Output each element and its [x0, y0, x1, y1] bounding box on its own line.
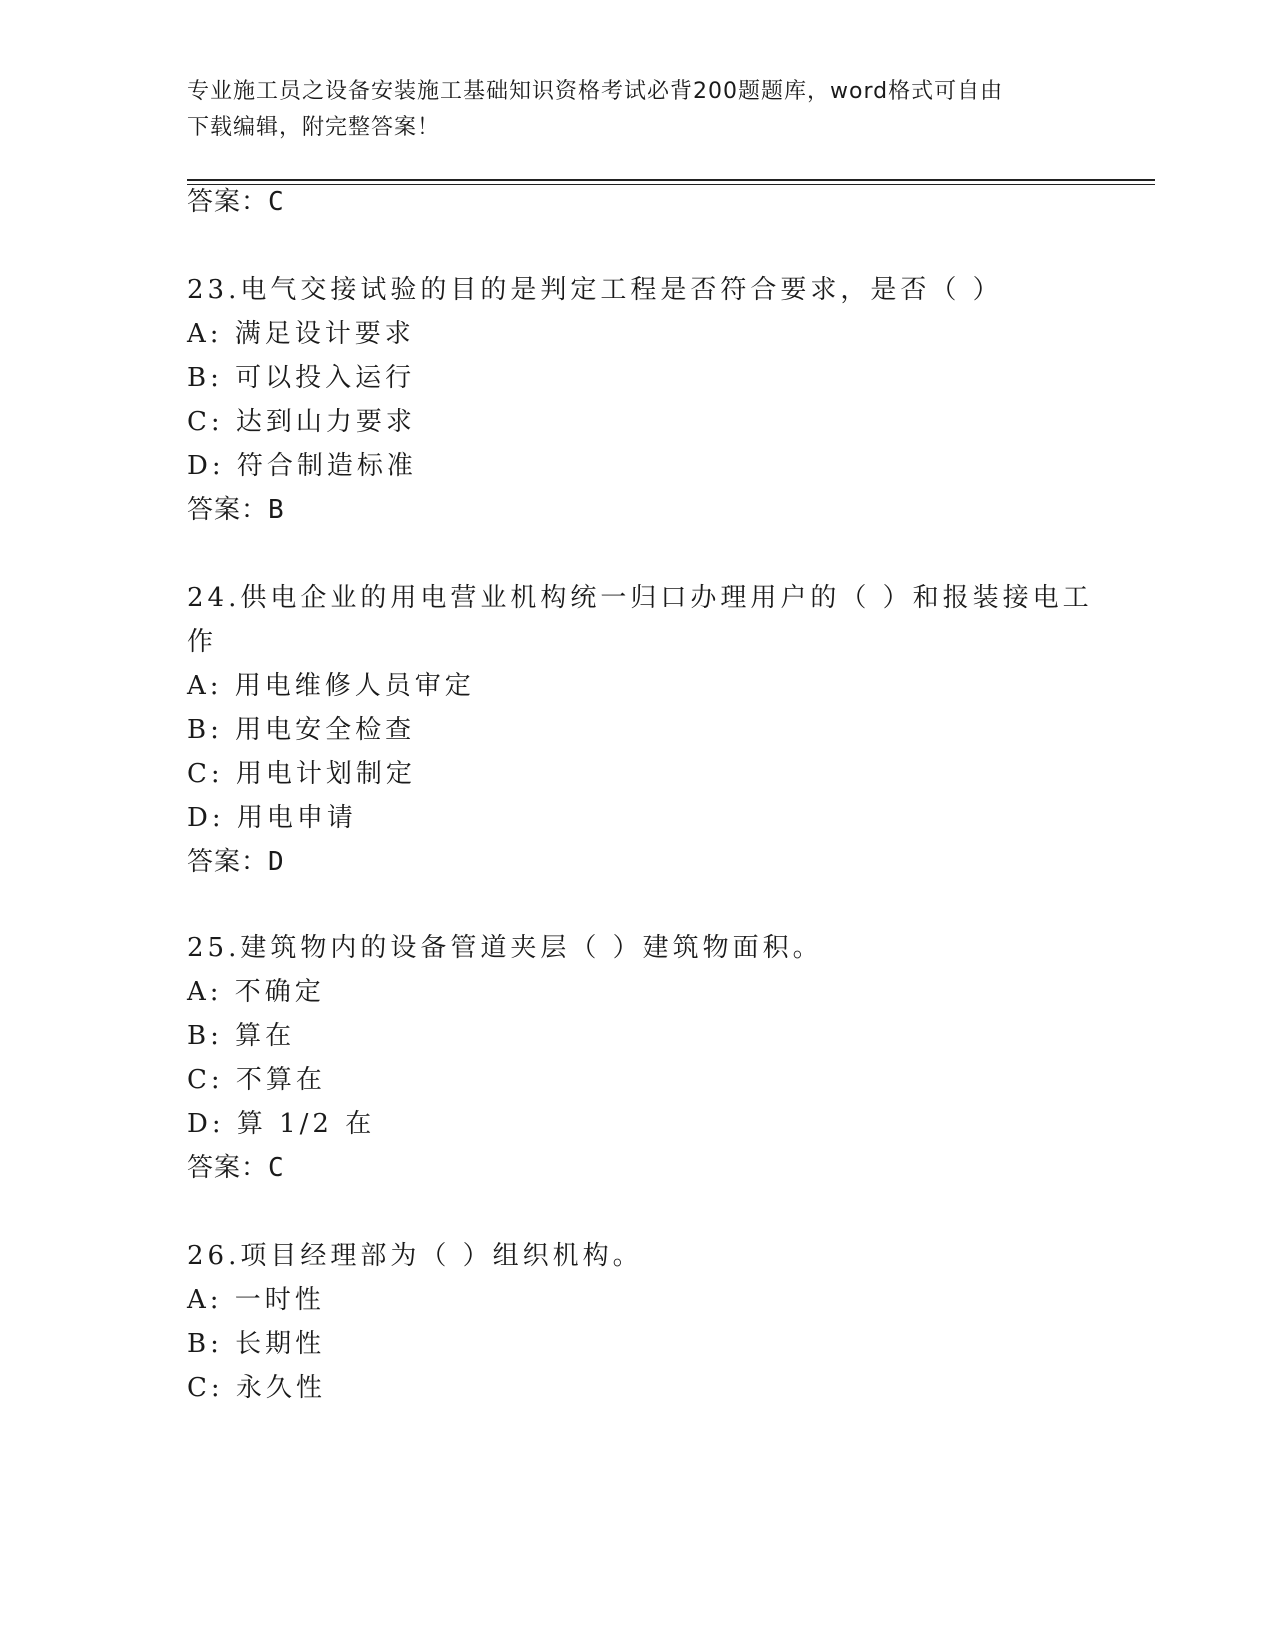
option-a: A: 用电维修人员审定 — [187, 671, 475, 701]
option-b: B: 算在 — [187, 1021, 296, 1051]
question-stem-continued: 作 — [187, 627, 218, 657]
answer-label: 答案： — [187, 1153, 269, 1183]
answer-line — [187, 846, 285, 878]
option-b: B: 可以投入运行 — [187, 363, 416, 393]
question-stem: 24.供电企业的用电营业机构统一归口办理用户的（ ）和报装接电工 — [187, 583, 1093, 613]
option-b: B: 用电安全检查 — [187, 715, 416, 745]
option-d: D: 用电申请 — [187, 803, 357, 833]
answer-label: 答案： — [187, 847, 269, 877]
answer-value: D — [268, 847, 285, 877]
option-d: D: 符合制造标准 — [187, 451, 417, 481]
option-c: C: 不算在 — [187, 1065, 326, 1095]
answer-value: C — [268, 187, 285, 217]
answer-label: 答案： — [187, 187, 269, 217]
header-divider-thick — [187, 179, 1155, 181]
answer-label: 答案： — [187, 495, 269, 525]
option-c: C: 达到山力要求 — [187, 407, 416, 437]
option-b: B: 长期性 — [187, 1329, 326, 1359]
answer-value: C — [268, 1153, 285, 1183]
answer-line — [187, 1152, 285, 1184]
header-divider-thin — [187, 184, 1155, 185]
option-a: A: 一时性 — [187, 1285, 325, 1315]
header-line-2: 下载编辑，附完整答案！ — [187, 115, 441, 140]
answer-line — [187, 494, 285, 526]
header-line-1: 专业施工员之设备安装施工基础知识资格考试必背200题题库，word格式可自由 — [187, 79, 1004, 104]
option-c: C: 永久性 — [187, 1373, 326, 1403]
question-stem: 23.电气交接试验的目的是判定工程是否符合要求，是否（ ） — [187, 275, 1003, 305]
option-a: A: 不确定 — [187, 977, 325, 1007]
document-header — [187, 74, 1067, 146]
option-d: D: 算 1/2 在 — [187, 1109, 376, 1139]
answer-line — [187, 186, 285, 218]
option-a: A: 满足设计要求 — [187, 319, 415, 349]
answer-value: B — [268, 495, 285, 525]
question-stem: 26.项目经理部为（ ）组织机构。 — [187, 1241, 643, 1271]
question-stem: 25.建筑物内的设备管道夹层（ ）建筑物面积。 — [187, 933, 823, 963]
option-c: C: 用电计划制定 — [187, 759, 416, 789]
